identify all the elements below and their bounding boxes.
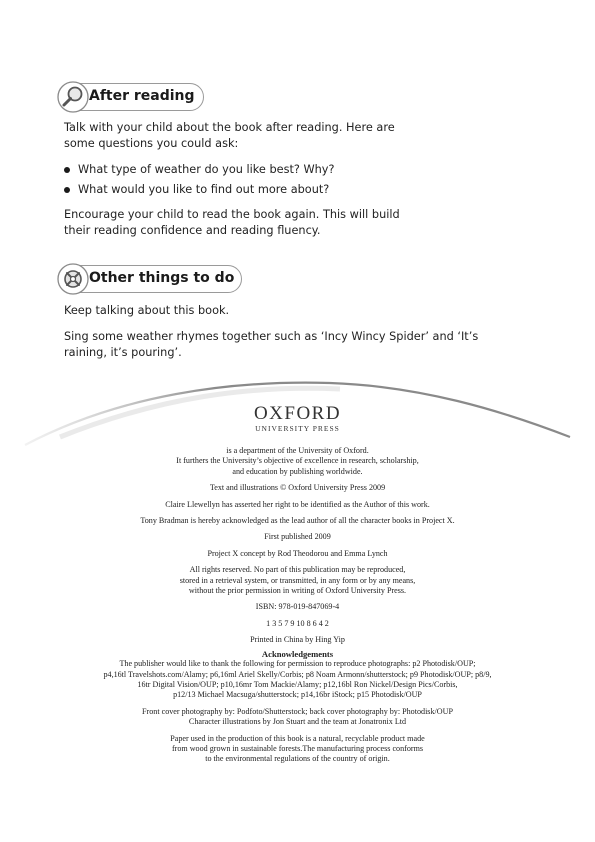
isbn-text: ISBN: 978-019-847069-4 (255, 602, 340, 612)
paper-notice-text: Paper used in the production of this book is a natural, recyclable product made from wood grown in sustainable forests.The manufacturing process conforms to the environmental regulations of the country of origin. (170, 733, 425, 764)
copyright-text: Text and illustrations © Oxford University Press 2009 (209, 483, 386, 493)
author-right-text: Claire Llewellyn has asserted her right to be identified as the Author of this work. (165, 499, 430, 509)
after-reading-title: After reading (89, 88, 195, 104)
first-published-text: First published 2009 (264, 532, 331, 542)
cover-credits-text: Front cover photography by: Podfoto/Shutterstock; back cover photography by: Photodisk/OUP Character illustrations by Jon Stuart and the team at Jonatronix Ltd (142, 706, 453, 727)
logo-main: OXFORD (253, 403, 342, 424)
after-reading-closing: Encourage your child to read the book again. This will build their reading confidence and reading fluency. (64, 208, 400, 237)
acknowledgements-title: Acknowledgements (261, 648, 334, 659)
print-run-text: 1 3 5 7 9 10 8 6 4 2 (266, 618, 329, 628)
concept-text: Project X concept by Rod Theodorou and Emma Lynch (207, 548, 388, 558)
list-item: What would you like to find out more about? (64, 182, 334, 202)
list-item: What type of weather do you like best? Why? (64, 162, 334, 182)
acknowledgements-text: The publisher would like to thank the following for permission to reproduce photographs: p2 Photodisk/OUP; p4,16tl Travelshots.com/Alamy; p6,16ml Ariel Skelly/Corbis; p8 Noam Armonn/shutterstock; p9 Photodisk/OUP; p8/9, 16tr Digital Vision/OUP; p10,16mr Tom Mackie/Alamy; p12,16bl Ron Nickel/Design Pics/Corbis, p12/13 Michael Macsuga/shutterstock; p14,16br iStock; p15 Photodisk/OUP (103, 659, 492, 700)
activity-icon (57, 263, 89, 295)
department-text: is a department of the University of Oxford. It furthers the University’s objective of excellence in research, scholarship, and education by publishing worldwide. (176, 446, 419, 476)
other-things-para1: Keep talking about this book. (64, 304, 230, 317)
rights-text: All rights reserved. No part of this publication may be reproduced, stored in a retrieval system, or transmitted, in any form or by any means, without the prior permission in writing of Oxford University Press. (179, 565, 416, 596)
question-list (64, 162, 334, 202)
logo-sub: UNIVERSITY PRESS (255, 424, 340, 433)
other-things-para2: Sing some weather rhymes together such as ‘Incy Wincy Spider’ and ‘It’s raining, it’s pouring’. (64, 330, 479, 359)
after-reading-header (60, 83, 204, 111)
lead-author-text: Tony Bradman is hereby acknowledged as the lead author of all the character books in Project X. (140, 516, 455, 526)
after-reading-intro: Talk with your child about the book after reading. Here are some questions you could ask: (64, 121, 395, 150)
magnifier-icon (57, 81, 89, 113)
printed-text: Printed in China by Hing Yip (250, 635, 345, 645)
oxford-logo (0, 404, 595, 434)
other-things-title: Other things to do (89, 270, 235, 286)
imprint-block (40, 446, 555, 765)
other-things-header (60, 265, 242, 293)
